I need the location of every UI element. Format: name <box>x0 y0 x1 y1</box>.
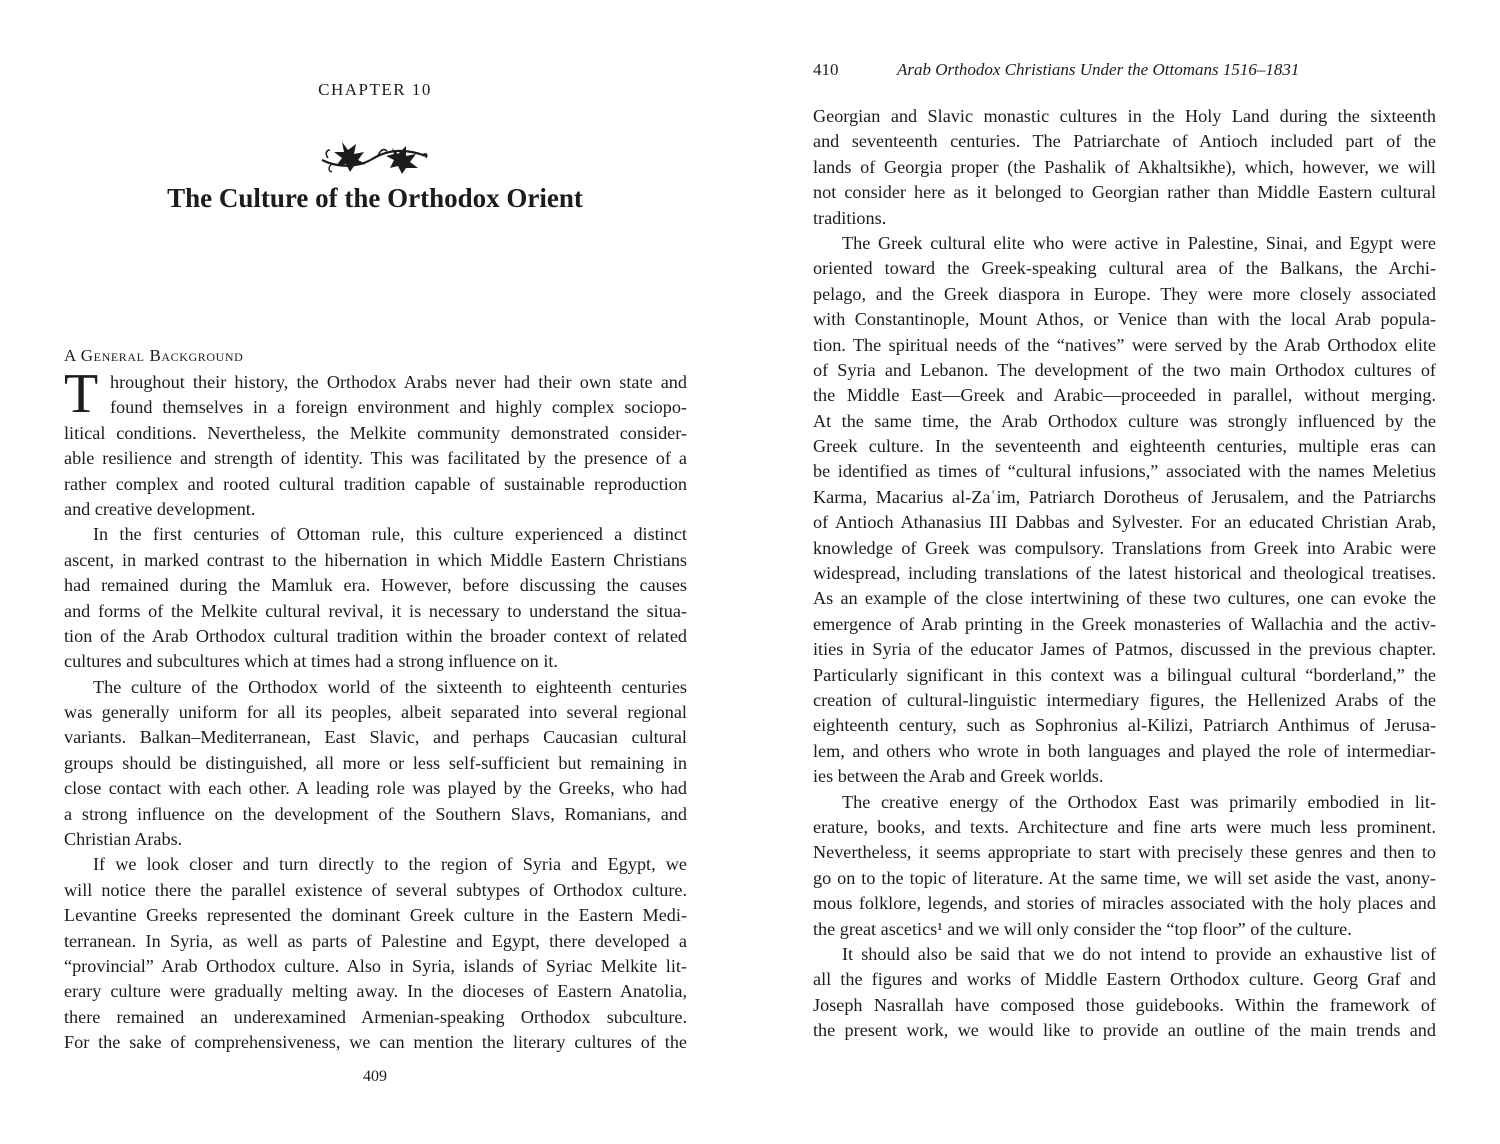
section-heading: A General Background <box>64 346 244 365</box>
text-line: found themselves in a foreign environment and highly complex sociopo- <box>110 397 687 418</box>
text-line: Particularly significant in this context was a bilingual cultural “borderland,” the <box>813 664 1436 685</box>
text-line: and seventeenth centuries. The Patriarchate of Antioch included part of the <box>813 131 1436 152</box>
floral-vine-ornament-icon <box>318 138 432 176</box>
text-line: tion. The spiritual needs of the “natives” were served by the Arab Orthodox elite <box>813 334 1436 355</box>
text-line: was generally uniform for all its peoples, albeit separated into several regional <box>64 702 687 723</box>
text-line: be identified as times of “cultural infusions,” associated with the names Meletius <box>813 461 1436 482</box>
text-line: ities in Syria of the educator James of Patmos, discussed in the previous chapter. <box>813 639 1436 660</box>
text-line: had remained during the Mamluk era. However, before discussing the causes <box>64 575 687 596</box>
running-head <box>813 60 1299 80</box>
text-line: lands of Georgia proper (the Pashalik of Akhaltsikhe), which, however, we will <box>813 156 1436 177</box>
drop-cap: T <box>64 363 99 425</box>
text-line: close contact with each other. A leading role was played by the Greeks, who had <box>64 778 687 799</box>
text-line: there remained an underexamined Armenian-speaking Orthodox subculture. <box>64 1006 687 1027</box>
text-line: traditions. <box>813 207 887 228</box>
text-line: emergence of Arab printing in the Greek monasteries of Wallachia and the activ- <box>813 613 1436 634</box>
text-line: pelago, and the Greek diaspora in Europe. They were more closely associated <box>813 283 1436 304</box>
text-line: eighteenth century, such as Sophronius al-Kilizi, Patriarch Anthimus of Jerusa- <box>813 715 1436 736</box>
page-number-410: 410 <box>813 60 839 79</box>
text-line: “provincial” Arab Orthodox culture. Also in Syria, islands of Syriac Melkite lit- <box>64 955 687 976</box>
text-line: terranean. In Syria, as well as parts of Palestine and Egypt, there developed a <box>64 930 687 951</box>
text-line: tion of the Arab Orthodox cultural tradition within the broader context of related <box>64 625 687 646</box>
text-line: a strong influence on the development of the Southern Slavs, Romanians, and <box>64 803 687 824</box>
text-line: Levantine Greeks represented the dominant Greek culture in the Eastern Medi- <box>64 905 687 926</box>
chapter-label: CHAPTER 10 <box>318 80 432 99</box>
text-line: If we look closer and turn directly to the region of Syria and Egypt, we <box>93 854 687 875</box>
text-line: with Constantinople, Mount Athos, or Venice than with the local Arab popula- <box>813 309 1436 330</box>
text-line: Christian Arabs. <box>64 829 183 850</box>
page-number-409: 409 <box>363 1068 387 1085</box>
text-line: For the sake of comprehensiveness, we can mention the literary cultures of the <box>64 1032 687 1053</box>
text-line: As an example of the close intertwining of these two cultures, one can evoke the <box>813 588 1436 609</box>
text-line: Joseph Nasrallah have composed those guidebooks. Within the framework of <box>813 994 1436 1015</box>
text-line: and forms of the Melkite cultural revival, it is necessary to understand the situa- <box>64 600 687 621</box>
text-line: Nevertheless, it seems appropriate to start with precisely these genres and then to <box>813 842 1436 863</box>
text-line: cultures and subcultures which at times had a strong influence on it. <box>64 651 558 672</box>
right-page <box>750 0 1500 1144</box>
text-line: erary culture were gradually melting away. In the dioceses of Eastern Anatolia, <box>64 981 687 1002</box>
text-line: The creative energy of the Orthodox East was primarily embodied in lit- <box>842 791 1436 812</box>
text-line: widespread, including translations of the latest historical and theological treatises. <box>813 563 1436 584</box>
text-line: and creative development. <box>64 498 256 519</box>
text-line: of Antioch Athanasius III Dabbas and Sylvester. For an educated Christian Arab, <box>813 512 1436 533</box>
text-line: Karma, Macarius al-Zaʿim, Patriarch Dorotheus of Jerusalem, and the Patriarchs <box>813 486 1436 507</box>
right-body-text <box>813 104 1436 1043</box>
text-line: creation of cultural-linguistic intermediary figures, the Hellenized Arabs of the <box>813 689 1436 710</box>
text-line: hroughout their history, the Orthodox Arabs never had their own state and <box>110 372 687 392</box>
text-line: mous folklore, legends, and stories of miracles associated with the holy places and <box>813 893 1436 914</box>
text-line: In the first centuries of Ottoman rule, this culture experienced a distinct <box>93 524 687 545</box>
text-line: ascent, in marked contrast to the hibernation in which Middle Eastern Christians <box>64 549 687 570</box>
text-line: knowledge of Greek was compulsory. Translations from Greek into Arabic were <box>813 537 1436 558</box>
text-line: all the figures and works of Middle Eastern Orthodox culture. Georg Graf and <box>813 969 1436 990</box>
text-line: ies between the Arab and Greek worlds. <box>813 766 1104 787</box>
text-line: rather complex and rooted cultural tradition capable of sustainable reproduction <box>64 473 687 494</box>
text-line: It should also be said that we do not intend to provide an exhaustive list of <box>842 943 1436 964</box>
text-line: go on to the topic of literature. At the same time, we will set aside the vast, anony- <box>813 867 1436 888</box>
text-line: lem, and others who wrote in both languages and played the role of intermediar- <box>813 740 1436 761</box>
text-line: able resilience and strength of identity. This was facilitated by the presence of a <box>64 448 687 469</box>
running-head-title: Arab Orthodox Christians Under the Ottomans 1516–1831 <box>897 60 1300 79</box>
text-line: Georgian and Slavic monastic cultures in the Holy Land during the sixteenth <box>813 106 1436 126</box>
text-line: groups should be distinguished, all more or less self-sufficient but remaining in <box>64 752 687 773</box>
left-body-text <box>64 363 687 1056</box>
text-line: oriented toward the Greek-speaking cultural area of the Balkans, the Archi- <box>813 258 1436 279</box>
text-line: erature, books, and texts. Architecture and fine arts were much less prominent. <box>813 816 1436 837</box>
text-line: of Syria and Lebanon. The development of the two main Orthodox cultures of <box>813 359 1436 380</box>
text-line: litical conditions. Nevertheless, the Melkite community demonstrated consider- <box>64 422 687 443</box>
text-line: will notice there the parallel existence of several subtypes of Orthodox culture. <box>64 879 687 900</box>
text-line: At the same time, the Arab Orthodox culture was strongly influenced by the <box>813 410 1436 431</box>
chapter-title: The Culture of the Orthodox Orient <box>167 183 583 213</box>
text-line: the present work, we would like to provide an outline of the main trends and <box>813 1020 1436 1041</box>
text-line: The culture of the Orthodox world of the sixteenth to eighteenth centuries <box>93 676 687 697</box>
text-line: the great ascetics¹ and we will only consider the “top floor” of the culture. <box>813 918 1352 939</box>
text-line: variants. Balkan–Mediterranean, East Slavic, and perhaps Caucasian cultural <box>64 727 687 748</box>
text-line: not consider here as it belonged to Georgian rather than Middle Eastern cultural <box>813 182 1436 203</box>
text-line: The Greek cultural elite who were active in Palestine, Sinai, and Egypt were <box>842 232 1436 253</box>
text-line: Greek culture. In the seventeenth and eighteenth centuries, multiple eras can <box>813 436 1436 457</box>
text-line: the Middle East—Greek and Arabic—proceeded in parallel, without merging. <box>813 385 1436 406</box>
